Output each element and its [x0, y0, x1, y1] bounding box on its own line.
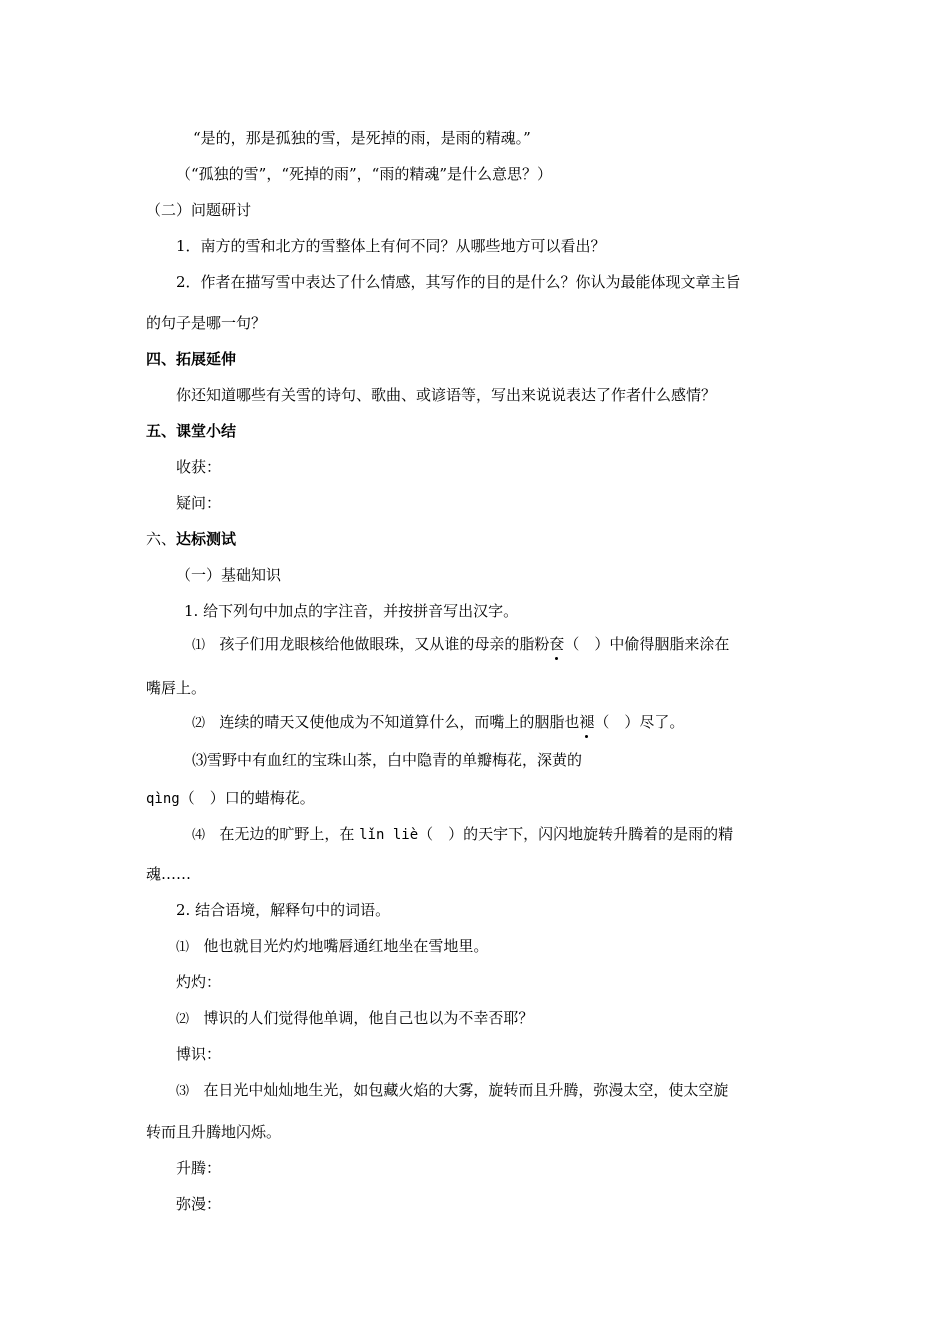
- term-1: 灼灼：: [176, 973, 222, 991]
- item-number: ⑵: [176, 1012, 190, 1027]
- word-item-3: [176, 1080, 728, 1102]
- word-item-2: [176, 1008, 533, 1030]
- summary-doubt: 疑问：: [176, 494, 222, 512]
- extension-question: 你还知道哪些有关雪的诗句、歌曲、或谚语等，写出来说说表达了作者什么感情？: [176, 386, 717, 404]
- item-text-blank: （ ）的天宇下，闪闪地旋转升腾着的是雨的精: [418, 825, 734, 843]
- question-2-line-1: 2．作者在描写雪中表达了什么情感，其写作的目的是什么？你认为最能体现文章主旨: [176, 273, 741, 291]
- question-1: 1．南方的雪和北方的雪整体上有何不同？从哪些地方可以看出？: [176, 237, 606, 255]
- summary-gain: 收获：: [176, 458, 222, 476]
- item-text: 孩子们用龙眼核给他做眼珠，又从谁的母亲的脂粉: [219, 635, 550, 653]
- term-3: 升腾：: [176, 1159, 222, 1177]
- section-6-number: 六、: [146, 530, 177, 548]
- item-3-cont: [146, 788, 315, 809]
- item-2: [192, 712, 684, 734]
- word-item-3-cont: 转而且升腾地闪烁。: [146, 1123, 282, 1141]
- item-text-blank: （ ）口的蜡梅花。: [179, 789, 315, 807]
- subsection-basics: （一）基础知识: [176, 566, 282, 584]
- item-4: [192, 824, 733, 846]
- item-1: [192, 634, 729, 656]
- item-number: ⑴: [176, 940, 190, 955]
- section-heading-6: [146, 529, 236, 549]
- item-number: ⑵: [192, 716, 206, 731]
- section-heading-5: 五、课堂小结: [146, 422, 237, 440]
- dotted-char: 奁: [549, 635, 565, 653]
- item-number: ⑶: [176, 1084, 190, 1099]
- item-text: 连续的晴天又使他成为不知道算什么，而嘴上的胭脂也: [219, 713, 580, 731]
- section-heading-4: 四、拓展延伸: [146, 350, 237, 368]
- task-1: 1. 给下列句中加点的字注音，并按拼音写出汉字。: [184, 602, 519, 620]
- item-text: 博识的人们觉得他单调，他自己也以为不幸否耶？: [203, 1009, 534, 1027]
- term-4: 弥漫：: [176, 1195, 222, 1213]
- word-item-1: [176, 936, 488, 958]
- question-2-line-2: 的句子是哪一句？: [146, 314, 267, 332]
- item-1-cont: 嘴唇上。: [146, 679, 207, 697]
- term-2: 博识：: [176, 1045, 222, 1063]
- item-text: 在日光中灿灿地生光，如包藏火焰的大雾，旋转而且升腾，弥漫太空，使太空旋: [203, 1081, 729, 1099]
- quote-line: “是的，那是孤独的雪，是死掉的雨，是雨的精魂。”: [193, 129, 531, 147]
- pinyin: qìng: [146, 791, 180, 807]
- item-3: ⑶雪野中有血红的宝珠山茶，白中隐青的单瓣梅花，深黄的: [192, 751, 583, 769]
- section-6-title: 达标测试: [176, 530, 237, 548]
- item-number: ⑴: [192, 638, 206, 653]
- item-text: 他也就目光灼灼地嘴唇通红地坐在雪地里。: [203, 937, 489, 955]
- quote-question: （“孤独的雪”，“死掉的雨”，“雨的精魂”是什么意思？）: [176, 165, 553, 183]
- item-number: ⑷: [192, 828, 206, 843]
- item-text-blank: （ ）中偷得胭脂来涂在: [564, 635, 730, 653]
- dotted-char: 褪: [579, 713, 595, 731]
- item-4-cont: 魂……: [146, 865, 192, 883]
- task-2: 2. 结合语境，解释句中的词语。: [176, 901, 391, 919]
- item-text: 在无边的旷野上，在: [219, 825, 355, 843]
- pinyin: lǐn liè: [359, 827, 419, 843]
- subsection-heading: （二）问题研讨: [146, 201, 252, 219]
- item-text-blank: （ ）尽了。: [594, 713, 685, 731]
